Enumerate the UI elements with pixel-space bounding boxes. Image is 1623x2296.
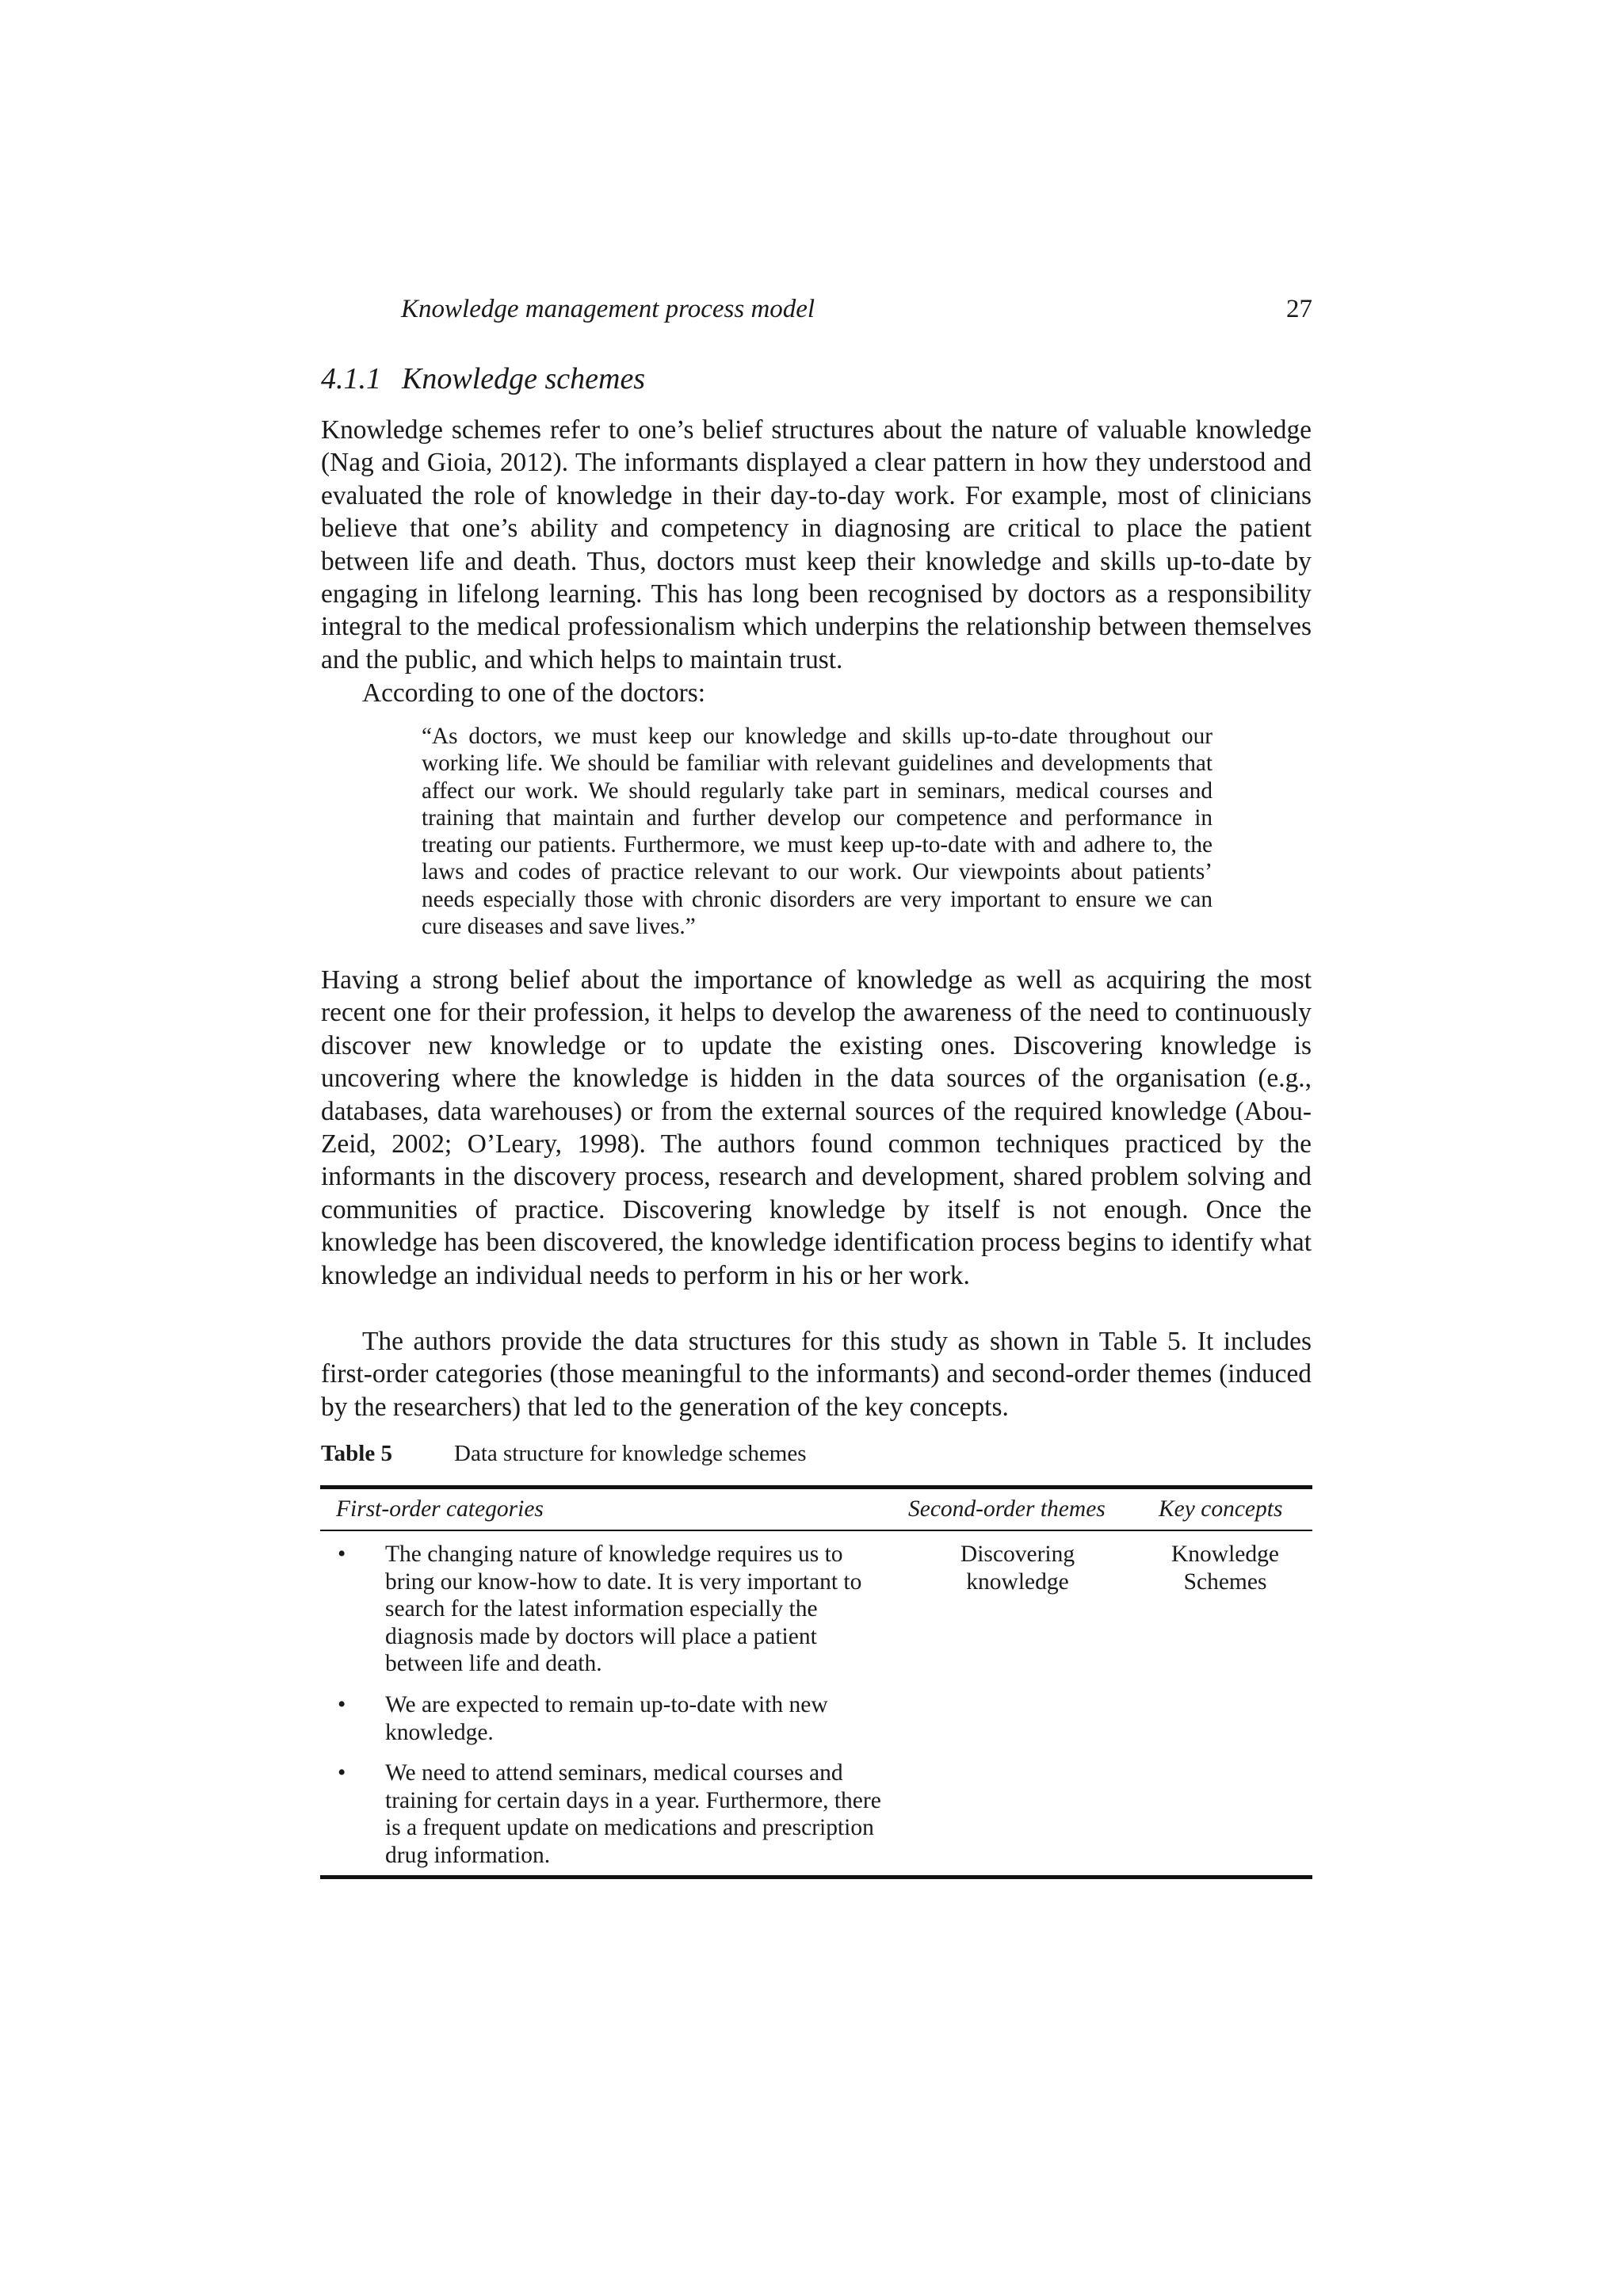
section-number: 4.1.1: [321, 362, 381, 395]
page-number: 27: [1286, 295, 1312, 323]
bullet-icon: •: [338, 1691, 346, 1717]
first-order-text: We need to attend seminars, medical courses and training for certain days in a year. Furthermore, there is a frequent update on medications and prescription drug information.: [385, 1760, 881, 1868]
body-paragraph: Having a strong belief about the importance of knowledge as well as acquiring the most recent one for their profession, it helps to develop the awareness of the need to continuously discover new knowledge or to update the existing ones. Discovering knowledge is uncovering where the knowledge is hidden in the data sources of the organisation (e.g., databases, data warehouses) or from the external sources of the required knowledge (Abou-Zeid, 2002; O’Leary, 1998). The authors found common techniques practiced by the informants in the discovery process, research and development, shared problem solving and communities of practice. Discovering knowledge by itself is not enough. Once the knowledge has been discovered, the knowledge identification process begins to identify what knowledge an individual needs to perform in his or her work.: [321, 965, 1312, 1290]
column-header-second-order: Second-order themes: [908, 1496, 1106, 1522]
section-heading: [321, 361, 645, 396]
table-bottom-rule: [320, 1875, 1312, 1879]
running-head: [401, 295, 1312, 330]
key-concept: [1138, 1541, 1312, 1595]
block-quote: “As doctors, we must keep our knowledge and skills up-to-date throughout our working life. We should be familiar with relevant guidelines and developments that affect our work. We should regularly take part in seminars, medical courses and training that maintain and further develop our competence and performance in treating our patients. Furthermore, we must keep up-to-date with and adhere to, the laws and codes of practice relevant to our work. Our viewpoints about patients’ needs especially those with chronic disorders are very important to ensure we can cure diseases and save lives.”: [422, 724, 1212, 940]
first-order-item: [320, 1759, 891, 1869]
first-order-item: [320, 1691, 891, 1746]
table-header-rule: [320, 1530, 1312, 1531]
running-title: Knowledge management process model: [401, 295, 815, 323]
data-structure-table: [320, 1485, 1312, 1880]
key-concept-line: Schemes: [1183, 1568, 1267, 1595]
table-top-rule: [320, 1485, 1312, 1489]
bullet-icon: •: [338, 1760, 346, 1786]
bullet-icon: •: [338, 1541, 346, 1567]
table-caption-text: Data structure for knowledge schemes: [454, 1441, 807, 1466]
key-concept-line: Knowledge: [1171, 1541, 1279, 1567]
first-order-text: The changing nature of knowledge requires us to bring our know-how to date. It is very important to search for the latest information especially the diagnosis made by doctors will place a patient between life and death.: [385, 1541, 862, 1677]
body-paragraph: Knowledge schemes refer to one’s belief structures about the nature of valuable knowledge (Nag and Gioia, 2012). The informants displayed a clear pattern in how they understood and evaluated the role of knowledge in their day-to-day work. For example, most of clinicians believe that one’s ability and competency in diagnosing are critical to place the patient between life and death. Thus, doctors must keep their knowledge and skills up-to-date by engaging in lifelong learning. This has long been recognised by doctors as a responsibility integral to the medical professionalism which underpins the relationship between themselves and the public, and which helps to maintain trust.: [321, 415, 1312, 674]
first-order-text: We are expected to remain up-to-date with new knowledge.: [385, 1691, 828, 1745]
second-order-line: knowledge: [966, 1568, 1069, 1595]
second-order-line: Discovering: [960, 1541, 1075, 1567]
second-order-theme: [930, 1541, 1105, 1595]
column-header-first-order: First-order categories: [336, 1496, 544, 1522]
table-caption-label: Table 5: [321, 1441, 392, 1466]
body-paragraph: According to one of the doctors:: [362, 678, 706, 708]
section-title: Knowledge schemes: [402, 362, 646, 395]
table-caption: [321, 1441, 807, 1467]
first-order-item: [320, 1541, 891, 1678]
body-paragraph: The authors provide the data structures for this study as shown in Table 5. It includes first-order categories (those meaningful to the informants) and second-order themes (induced by the researchers) that led to the generation of the key concepts.: [321, 1327, 1312, 1422]
first-order-list: [320, 1541, 891, 1883]
column-header-key-concepts: Key concepts: [1159, 1496, 1283, 1522]
